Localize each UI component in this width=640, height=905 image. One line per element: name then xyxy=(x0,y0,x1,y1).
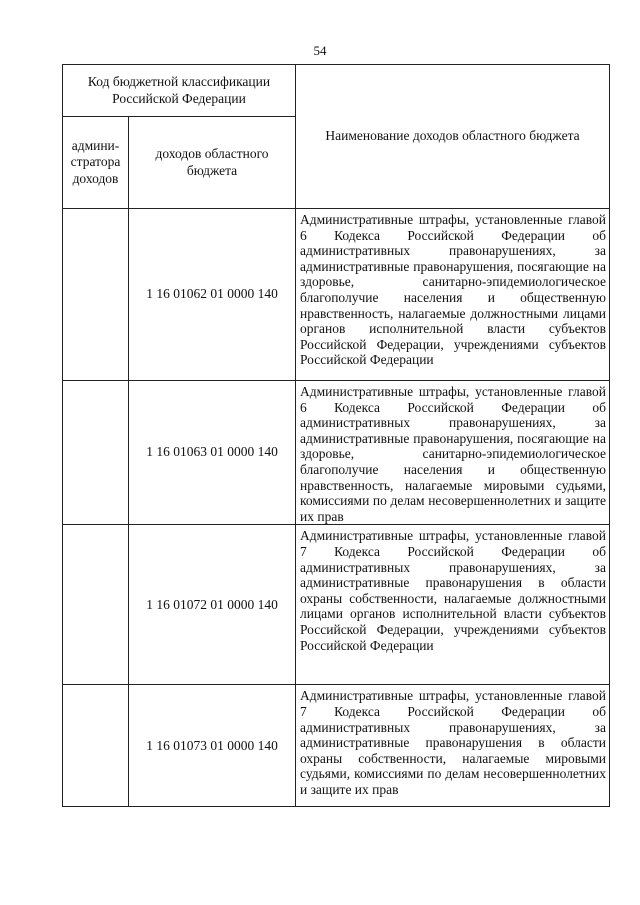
income-name-cell xyxy=(296,209,610,381)
income-code-cell: 1 16 01072 01 0000 140 xyxy=(129,525,296,685)
header-name-cell xyxy=(296,65,610,209)
administrator-cell xyxy=(63,381,129,525)
administrator-cell xyxy=(63,209,129,381)
header-administrator-cell xyxy=(63,117,129,209)
administrator-cell xyxy=(63,525,129,685)
income-name-text: Административные штрафы, установленные главой 6 Кодекса Российской Федерации об административных правонарушениях, за административные правонарушения, посягающие на здоровье, санитарно-эпидемиологическое благополучие населения и общественную нравственность, налагаемые должностными лицами органов исполнительной власти субъектов Российской Федерации, учреждениями субъектов Российской Федерации xyxy=(300,212,606,368)
income-code-cell: 1 16 01062 01 0000 140 xyxy=(129,209,296,381)
table-header-row xyxy=(63,65,610,117)
income-name-cell xyxy=(296,525,610,685)
table-row xyxy=(63,209,610,381)
header-income-cell xyxy=(129,117,296,209)
income-name-text: Административные штрафы, установленные главой 6 Кодекса Российской Федерации об административных правонарушениях, за административные правонарушения, посягающие на здоровье, санитарно-эпидемиологическое благополучие населения и общественную нравственность, налагаемые мировыми судьями, комиссиями по делам несовершеннолетних и защите их прав xyxy=(300,384,606,524)
page-number: 54 xyxy=(313,43,327,58)
income-code-cell: 1 16 01073 01 0000 140 xyxy=(129,685,296,807)
table-row xyxy=(63,685,610,807)
income-name-cell xyxy=(296,381,610,525)
table-row xyxy=(63,525,610,685)
header-name-label: Наименование доходов областного бюджета xyxy=(325,128,580,144)
income-name-cell xyxy=(296,685,610,807)
header-income-label: доходов областного бюджета xyxy=(155,146,269,178)
header-group-label: Код бюджетной классификации Российской Федерации xyxy=(87,74,271,106)
administrator-cell xyxy=(63,685,129,807)
budget-classification-table xyxy=(62,64,610,807)
income-name-text: Административные штрафы, установленные главой 7 Кодекса Российской Федерации об административных правонарушениях, за административные правонарушения в области охраны собственности, налагаемые должностными лицами органов исполнительной власти субъектов Российской Федерации, учреждениями субъектов Российской Федерации xyxy=(300,528,606,653)
header-administrator-label: админи-стратора доходов xyxy=(70,137,121,186)
income-name-text: Административные штрафы, установленные главой 7 Кодекса Российской Федерации об административных правонарушениях, за административные правонарушения в области охраны собственности, налагаемые мировыми судьями, комиссиями по делам несовершеннолетних и защите их прав xyxy=(300,688,606,797)
header-group-cell xyxy=(63,65,296,117)
income-code-cell: 1 16 01063 01 0000 140 xyxy=(129,381,296,525)
table-row xyxy=(63,381,610,525)
